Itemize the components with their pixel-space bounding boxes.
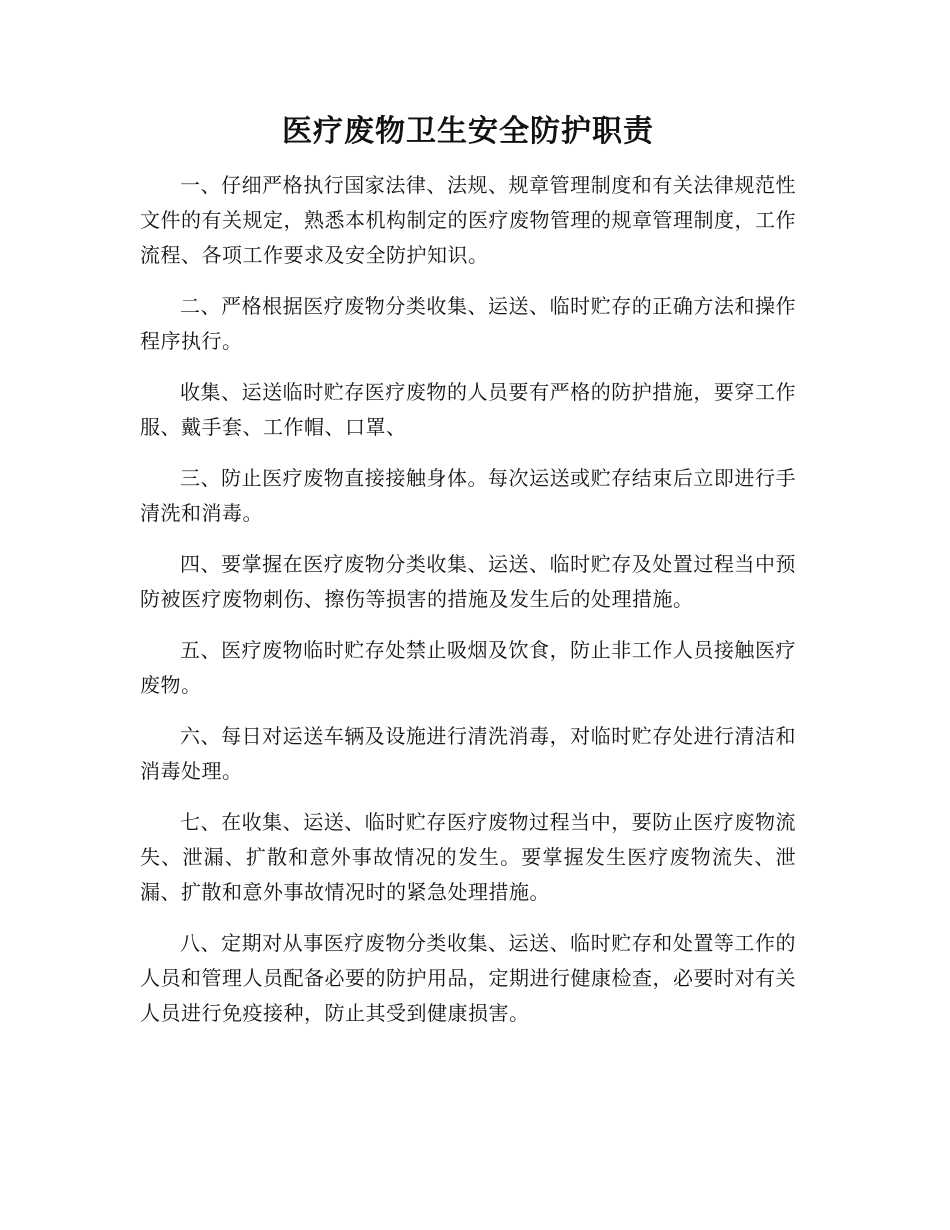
paragraph-1: 一、仔细严格执行国家法律、法规、规章管理制度和有关法律规范性文件的有关规定，熟悉本机构制定的医疗废物管理的规章管理制度，工作流程、各项工作要求及安全防护知识。: [140, 173, 796, 267]
paragraph-7: 六、每日对运送车辆及设施进行清洗消毒，对临时贮存处进行清洁和消毒处理。: [140, 724, 796, 783]
paragraph-5: 四、要掌握在医疗废物分类收集、运送、临时贮存及处置过程当中预防被医疗废物刺伤、擦伤等损害的措施及发生后的处理措施。: [140, 552, 796, 611]
paragraph-4: 三、防止医疗废物直接接触身体。每次运送或贮存结束后立即进行手清洗和消毒。: [140, 466, 796, 525]
paragraph-9: 八、定期对从事医疗废物分类收集、运送、临时贮存和处置等工作的人员和管理人员配备必要的防护用品，定期进行健康检查，必要时对有关人员进行免疫接种，防止其受到健康损害。: [140, 931, 796, 1025]
document-page: [140, 108, 796, 1047]
paragraph-6: 五、医疗废物临时贮存处禁止吸烟及饮食，防止非工作人员接触医疗废物。: [140, 638, 796, 697]
paragraph-8: 七、在收集、运送、临时贮存医疗废物过程当中，要防止医疗废物流失、泄漏、扩散和意外事故情况的发生。要掌握发生医疗废物流失、泄漏、扩散和意外事故情况时的紧急处理措施。: [140, 810, 796, 904]
paragraph-3: 收集、运送临时贮存医疗废物的人员要有严格的防护措施，要穿工作服、戴手套、工作帽、口罩、: [140, 380, 796, 439]
document-title: 医疗废物卫生安全防护职责: [282, 114, 654, 149]
paragraph-2: 二、严格根据医疗废物分类收集、运送、临时贮存的正确方法和操作程序执行。: [140, 294, 796, 353]
